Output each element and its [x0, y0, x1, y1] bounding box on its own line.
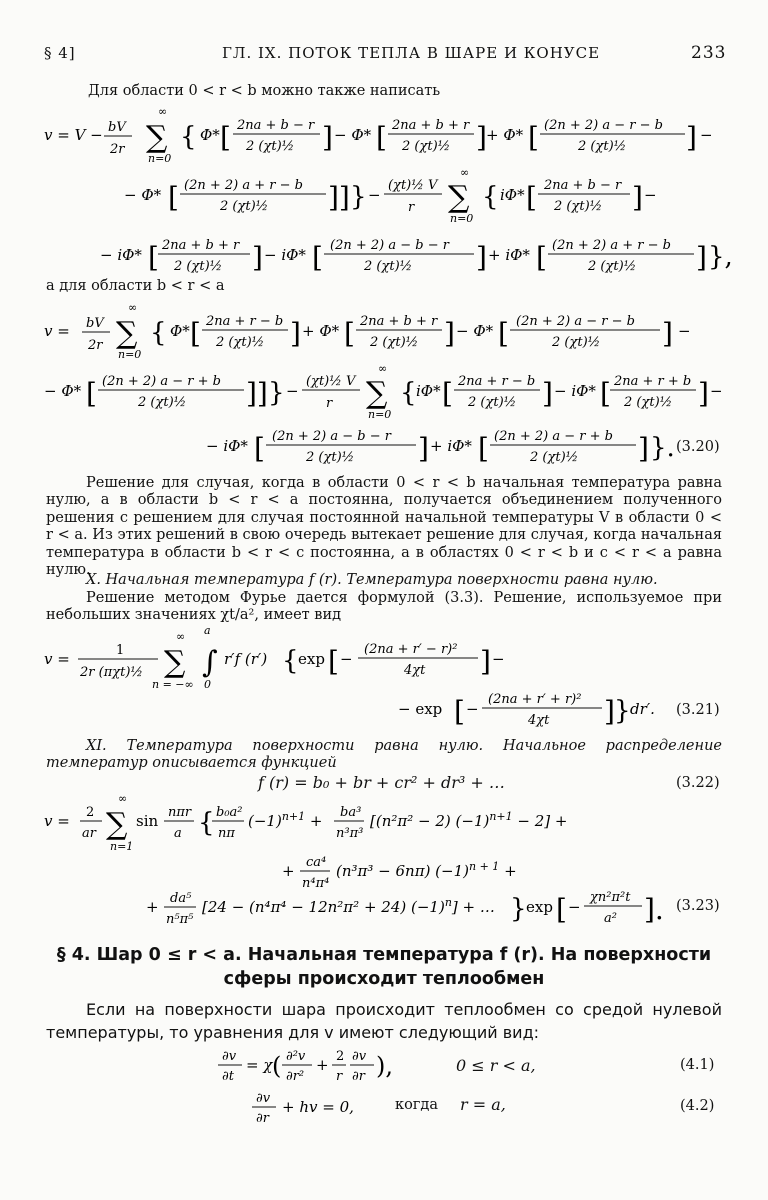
- svg-text:2 (χt)½: 2 (χt)½: [246, 139, 295, 154]
- svg-text:{: {: [282, 646, 299, 676]
- svg-text:(2n + 2) a − b − r: (2n + 2) a − b − r: [330, 238, 449, 253]
- equation-number-3-22: (3.22): [676, 775, 720, 791]
- equation-number-3-23: (3.23): [676, 898, 720, 914]
- svg-text:∂r: ∂r: [352, 1069, 365, 1084]
- svg-text:∑: ∑: [106, 807, 128, 842]
- svg-text:]: ]: [542, 377, 553, 410]
- svg-text:(2n + 2) a − r + b: (2n + 2) a − r + b: [494, 429, 613, 444]
- equation-3-23: [30, 792, 740, 932]
- svg-text:[: [: [526, 181, 537, 214]
- svg-text:b₀a²: b₀a²: [216, 805, 243, 820]
- svg-text:(2na + r′ − r)²: (2na + r′ − r)²: [364, 642, 458, 657]
- svg-text:sin: sin: [136, 812, 159, 830]
- svg-text:]: ]: [632, 181, 643, 214]
- svg-text:[24 − (n⁴π⁴ − 12n²π² + 24) (−1: [24 − (n⁴π⁴ − 12n²π² + 24) $(-1)^n$] + …: [202, 896, 495, 916]
- svg-text:+: +: [146, 898, 159, 916]
- svg-text:2na + b + r: 2na + b + r: [360, 314, 438, 329]
- svg-text:a: a: [204, 624, 211, 637]
- svg-text:+: +: [316, 1056, 329, 1074]
- svg-text:n⁵π⁵: n⁵π⁵: [166, 912, 194, 927]
- svg-text:n³π³: n³π³: [336, 826, 364, 841]
- svg-text:∞: ∞: [378, 362, 388, 375]
- svg-text:−: −: [368, 186, 381, 204]
- svg-text:−: −: [678, 322, 691, 340]
- svg-text:−: −: [492, 650, 505, 668]
- svg-text:+ Φ*: + Φ*: [302, 322, 340, 340]
- svg-text:+ iΦ*: + iΦ*: [430, 437, 472, 455]
- svg-text:∂v: ∂v: [222, 1049, 237, 1064]
- svg-text:2 (χt)½: 2 (χt)½: [578, 139, 627, 154]
- svg-text:2na + b − r: 2na + b − r: [237, 118, 315, 133]
- svg-text:∫: ∫: [202, 645, 218, 680]
- svg-text:}: }: [614, 696, 631, 726]
- svg-text:}: }: [510, 894, 527, 924]
- svg-text:[: [: [190, 317, 201, 350]
- svg-text:4χt: 4χt: [528, 713, 550, 728]
- equation-number-4-2: (4.2): [680, 1098, 715, 1114]
- svg-text:]]: ]]: [246, 377, 268, 410]
- svg-text:ar: ar: [82, 826, 96, 841]
- svg-text:),: ),: [376, 1052, 393, 1080]
- case-11-block: [46, 738, 722, 773]
- svg-text:2na + r − b: 2na + r − b: [206, 314, 284, 329]
- svg-text:]: ]: [476, 121, 487, 154]
- section-4-text: Если на поверхности шара происходит теплообмен со средой нулевой температуры, то уравнения для v имеют следующий вид:: [46, 1000, 722, 1042]
- svg-text:[: [: [600, 377, 611, 410]
- svg-text:− Φ*: − Φ*: [334, 126, 372, 144]
- svg-text:{: {: [150, 318, 167, 348]
- section-4-heading: [40, 943, 728, 991]
- svg-text:].: ].: [644, 893, 664, 926]
- when-label: когда: [395, 1097, 438, 1113]
- svg-text:]: ]: [686, 121, 697, 154]
- section-4-heading-line2: сферы происходит теплообмен: [223, 969, 545, 989]
- equation-number-3-20: (3.20): [676, 439, 720, 455]
- svg-text:2: 2: [86, 805, 95, 820]
- svg-text:[: [: [442, 377, 453, 410]
- equation-v-region2: [30, 296, 740, 481]
- svg-text:},: },: [708, 242, 733, 272]
- svg-text:∂t: ∂t: [222, 1069, 234, 1084]
- svg-text:(2n + 2) a + r − b: (2n + 2) a + r − b: [552, 238, 671, 253]
- svg-text:]: ]: [322, 121, 333, 154]
- svg-text:{: {: [482, 182, 499, 212]
- section-4-text-block: [46, 998, 722, 1044]
- svg-text:∞: ∞: [158, 105, 168, 118]
- page-number: 233: [691, 43, 727, 63]
- svg-text:χn²π²t: χn²π²t: [590, 890, 631, 905]
- svg-text:− Φ*: − Φ*: [44, 382, 82, 400]
- svg-text:2 (χt)½: 2 (χt)½: [588, 259, 637, 274]
- svg-text:∑: ∑: [116, 316, 138, 351]
- svg-text:2na + b + r: 2na + b + r: [162, 238, 240, 253]
- paragraph-solution: [46, 475, 722, 579]
- svg-text:{: {: [400, 378, 417, 408]
- svg-text:r′f (r′): r′f (r′): [224, 650, 268, 668]
- svg-text:= χ: = χ: [246, 1056, 273, 1074]
- svg-text:]: ]: [696, 241, 707, 274]
- svg-text:2 (χt)½: 2 (χt)½: [402, 139, 451, 154]
- svg-text:Φ*: Φ*: [200, 126, 220, 144]
- svg-text:nπ: nπ: [218, 826, 235, 841]
- svg-text:[: [: [536, 241, 547, 274]
- svg-text:∞: ∞: [176, 630, 186, 643]
- svg-text:2na + r + b: 2na + r + b: [614, 374, 692, 389]
- heat-eq-condition: 0 ≤ r < a,: [456, 1056, 536, 1075]
- svg-text:∂r²: ∂r²: [286, 1069, 305, 1084]
- svg-text:]: ]: [418, 432, 429, 465]
- svg-text:(2n + 2) a + r − b: (2n + 2) a + r − b: [184, 178, 303, 193]
- svg-text:]: ]: [444, 317, 455, 350]
- svg-text:+ Φ*: + Φ*: [486, 126, 524, 144]
- svg-text:bV: bV: [86, 316, 104, 331]
- svg-text:2 (χt)½: 2 (χt)½: [216, 335, 265, 350]
- svg-text:r: r: [408, 200, 415, 215]
- svg-text:1: 1: [116, 643, 125, 658]
- svg-text:− exp: − exp: [398, 700, 443, 718]
- svg-text:2 (χt)½: 2 (χt)½: [552, 335, 601, 350]
- svg-text:}.: }.: [650, 433, 675, 463]
- svg-text:(2n + 2) a − r + b: (2n + 2) a − r + b: [102, 374, 221, 389]
- svg-text:2 (χt)½: 2 (χt)½: [468, 395, 517, 410]
- svg-text:[: [: [498, 317, 509, 350]
- svg-text:]: ]: [638, 432, 649, 465]
- svg-text:∑: ∑: [448, 180, 470, 215]
- svg-text:]: ]: [698, 377, 709, 410]
- svg-text:− Φ*: − Φ*: [124, 186, 162, 204]
- svg-text:(2n + 2) a − r − b: (2n + 2) a − r − b: [516, 314, 635, 329]
- svg-text:[: [: [528, 121, 539, 154]
- svg-text:[: [: [312, 241, 323, 274]
- svg-text:−: −: [340, 650, 353, 668]
- svg-text:n=0: n=0: [118, 348, 142, 361]
- svg-text:{: {: [198, 808, 215, 838]
- svg-text:]: ]: [480, 645, 491, 678]
- svg-text:[: [: [328, 645, 339, 678]
- svg-text:v =: v =: [44, 322, 70, 340]
- svg-text:iΦ*: iΦ*: [500, 186, 525, 204]
- svg-text:∂r: ∂r: [256, 1111, 269, 1126]
- svg-text:v =: v =: [44, 650, 70, 668]
- intro-region1: Для области 0 < r < b можно также написать: [88, 83, 441, 99]
- svg-text:iΦ*: iΦ*: [416, 382, 441, 400]
- svg-text:(: (: [272, 1052, 282, 1080]
- svg-text:− Φ*: − Φ*: [456, 322, 494, 340]
- svg-text:da⁵: da⁵: [170, 891, 192, 906]
- svg-text:∑: ∑: [164, 645, 186, 680]
- svg-text:2 (χt)½: 2 (χt)½: [220, 199, 269, 214]
- svg-text:n=0: n=0: [148, 152, 172, 165]
- equation-f-of-r: f (r) = b₀ + br + cr² + dr³ + …: [258, 773, 505, 792]
- svg-text:− iΦ*: − iΦ*: [554, 382, 596, 400]
- svg-text:(2n + 2) a − r − b: (2n + 2) a − r − b: [544, 118, 663, 133]
- svg-text:2na + b + r: 2na + b + r: [392, 118, 470, 133]
- svg-text:−: −: [644, 186, 657, 204]
- svg-text:∑: ∑: [366, 376, 388, 411]
- svg-text:2 (χt)½: 2 (χt)½: [624, 395, 673, 410]
- svg-text:− iΦ*: − iΦ*: [264, 246, 306, 264]
- svg-text:∞: ∞: [118, 792, 128, 805]
- svg-text:+: +: [282, 862, 295, 880]
- svg-text:bV: bV: [108, 120, 126, 135]
- svg-text:(n³π³ − 6nπ) (−1)n + 1 +: (n³π³ − 6nπ) $(-1)^{n + 1}$ +: [336, 860, 517, 880]
- svg-text:]: ]: [290, 317, 301, 350]
- svg-text:+ iΦ*: + iΦ*: [488, 246, 530, 264]
- svg-text:−: −: [700, 126, 713, 144]
- svg-text:n=1: n=1: [110, 840, 134, 853]
- svg-text:2 (χt)½: 2 (χt)½: [554, 199, 603, 214]
- svg-text:(2n + 2) a − b − r: (2n + 2) a − b − r: [272, 429, 391, 444]
- svg-text:[: [: [556, 893, 567, 926]
- svg-text:−: −: [568, 898, 581, 916]
- svg-text:∂²v: ∂²v: [286, 1049, 306, 1064]
- svg-text:[(n²π² − 2) (−1)n+1 − 2] +: [(n²π² − 2) $(-1)^{n+1} - 2$] +: [370, 810, 568, 830]
- svg-text:2r: 2r: [110, 142, 125, 157]
- svg-text:]: ]: [604, 695, 615, 728]
- svg-text:(χt)½ V: (χt)½ V: [388, 178, 438, 193]
- svg-text:+ hv = 0,: + hv = 0,: [282, 1098, 354, 1116]
- svg-text:2r (πχt)½: 2r (πχt)½: [80, 665, 144, 680]
- svg-text:2 (χt)½: 2 (χt)½: [364, 259, 413, 274]
- svg-text:∑: ∑: [146, 120, 168, 155]
- svg-text:]: ]: [662, 317, 673, 350]
- svg-text:−: −: [286, 382, 299, 400]
- svg-text:2na + r − b: 2na + r − b: [458, 374, 536, 389]
- svg-text:4χt: 4χt: [404, 663, 426, 678]
- svg-text:− iΦ*: − iΦ*: [206, 437, 248, 455]
- svg-text:a²: a²: [604, 911, 617, 926]
- case-10-text: Решение методом Фурье дается формулой (3.3). Решение, используемое при небольших значениях χt/a², имеет вид: [46, 590, 722, 624]
- svg-text:2 (χt)½: 2 (χt)½: [174, 259, 223, 274]
- svg-text:(χt)½ V: (χt)½ V: [306, 374, 356, 389]
- svg-text:[: [: [344, 317, 355, 350]
- svg-text:[: [: [376, 121, 387, 154]
- svg-text:[: [: [148, 241, 159, 274]
- svg-text:exp: exp: [298, 650, 325, 668]
- svg-text:n=0: n=0: [368, 408, 392, 421]
- svg-text:2na + b − r: 2na + b − r: [544, 178, 622, 193]
- svg-text:{: {: [180, 122, 197, 152]
- svg-text:[: [: [86, 377, 97, 410]
- svg-text:2 (χt)½: 2 (χt)½: [530, 450, 579, 465]
- svg-text:v = V −: v = V −: [44, 126, 103, 144]
- svg-text:∂v: ∂v: [352, 1049, 367, 1064]
- svg-text:∞: ∞: [128, 301, 138, 314]
- svg-text:nπr: nπr: [168, 805, 192, 820]
- svg-text:∂v: ∂v: [256, 1091, 271, 1106]
- svg-text:(−1)n+1 +: $(-1)^{n+1}$ +: [248, 810, 323, 830]
- svg-text:−: −: [710, 382, 723, 400]
- running-title: ГЛ. IX. ПОТОК ТЕПЛА В ШАРЕ И КОНУСЕ: [222, 44, 601, 62]
- svg-text:dr′.: dr′.: [630, 700, 655, 718]
- svg-text:v =: v =: [44, 812, 70, 830]
- section-4-heading-line1: § 4. Шар 0 ≤ r < a. Начальная температура f (r). На поверхности: [56, 945, 712, 965]
- svg-text:2 (χt)½: 2 (χt)½: [370, 335, 419, 350]
- svg-text:ba³: ba³: [340, 805, 362, 820]
- svg-text:]]: ]]: [328, 181, 350, 214]
- svg-text:r: r: [336, 1069, 343, 1084]
- svg-text:2r: 2r: [88, 338, 103, 353]
- svg-text:∞: ∞: [460, 166, 470, 179]
- case-10-title: X. Начальная температура f (r). Температура поверхности равна нулю.: [86, 572, 658, 588]
- svg-text:2 (χt)½: 2 (χt)½: [138, 395, 187, 410]
- svg-text:n = −∞: n = −∞: [152, 678, 194, 691]
- svg-text:ca⁴: ca⁴: [306, 855, 327, 870]
- equation-v-region1: [30, 100, 740, 285]
- paragraph-solution-text: Решение для случая, когда в области 0 < r < b начальная температура равна нулю, а в области b < r < a постоянна, получается объединением полученного решения с решением для случая постоянной начальной температуры V в области 0 < r < a. Из этих решений в свою очередь вытекает решение для случая, когда начальная температура в области b < r < c постоянна, а в областях 0 < r < b и c < r < a равна нулю.: [46, 475, 722, 579]
- svg-text:−: −: [466, 700, 479, 718]
- boundary-condition: r = a,: [460, 1095, 506, 1114]
- svg-text:0: 0: [204, 678, 211, 691]
- svg-text:]: ]: [476, 241, 487, 274]
- svg-text:[: [: [454, 695, 465, 728]
- svg-text:[: [: [168, 181, 179, 214]
- intro-region2: а для области b < r < a: [46, 278, 225, 294]
- svg-text:exp: exp: [526, 898, 553, 916]
- svg-text:a: a: [174, 826, 182, 841]
- section-ref: § 4]: [44, 44, 76, 62]
- svg-text:r: r: [326, 396, 333, 411]
- svg-text:[: [: [478, 432, 489, 465]
- svg-text:2 (χt)½: 2 (χt)½: [306, 450, 355, 465]
- equation-4-2: [236, 1086, 386, 1130]
- equation-number-4-1: (4.1): [680, 1057, 715, 1073]
- case-11-title: XI. Температура поверхности равна нулю. Начальное распределение температур описывается функцией: [46, 738, 722, 772]
- svg-text:n=0: n=0: [450, 212, 474, 225]
- svg-text:(2na + r′ + r)²: (2na + r′ + r)²: [488, 692, 582, 707]
- svg-text:n⁴π⁴: n⁴π⁴: [302, 876, 330, 891]
- equation-4-1: [200, 1044, 450, 1088]
- svg-text:[: [: [220, 121, 231, 154]
- svg-text:]: ]: [252, 241, 263, 274]
- equation-3-21: [30, 620, 740, 735]
- equation-number-3-21: (3.21): [676, 702, 720, 718]
- svg-text:− iΦ*: − iΦ*: [100, 246, 142, 264]
- svg-text:}: }: [268, 378, 285, 408]
- svg-text:[: [: [254, 432, 265, 465]
- svg-text:}: }: [350, 182, 367, 212]
- svg-text:2: 2: [336, 1049, 345, 1064]
- svg-text:Φ*: Φ*: [170, 322, 190, 340]
